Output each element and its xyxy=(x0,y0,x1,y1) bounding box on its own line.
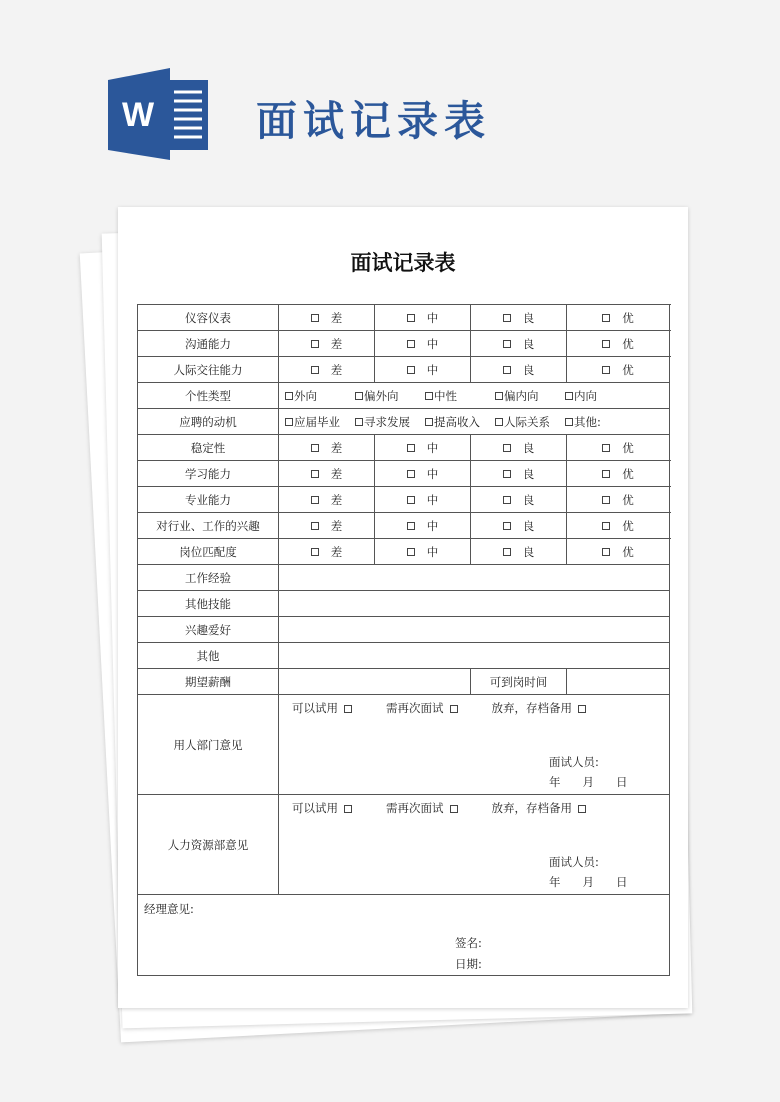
rating-option[interactable]: 优 xyxy=(567,435,670,461)
rating-option[interactable]: 优 xyxy=(567,357,670,383)
checkbox[interactable] xyxy=(311,340,319,348)
checkbox[interactable] xyxy=(311,548,319,556)
checkbox[interactable] xyxy=(503,340,511,348)
text-field[interactable] xyxy=(279,617,670,643)
rating-option[interactable]: 中 xyxy=(375,461,471,487)
manager-row xyxy=(138,895,670,976)
rating-option[interactable]: 良 xyxy=(471,539,567,565)
checkbox[interactable] xyxy=(311,314,319,322)
checkbox[interactable] xyxy=(565,418,573,426)
rating-option[interactable]: 良 xyxy=(471,331,567,357)
checkbox-option[interactable]: 需再次面试 xyxy=(386,800,458,816)
rating-option[interactable]: 差 xyxy=(279,513,375,539)
text-row xyxy=(138,617,670,643)
rating-row xyxy=(138,487,670,513)
rating-row xyxy=(138,539,670,565)
opinion-row xyxy=(138,795,670,895)
rating-row xyxy=(138,357,670,383)
month-label: 月 xyxy=(582,875,594,889)
day-label: 日 xyxy=(616,775,628,789)
checkbox[interactable] xyxy=(355,392,363,400)
rating-option[interactable]: 中 xyxy=(375,435,471,461)
checkbox[interactable] xyxy=(602,496,610,504)
rating-row xyxy=(138,435,670,461)
option-row xyxy=(138,383,670,409)
rating-option[interactable]: 优 xyxy=(567,461,670,487)
brand-title: 面试记录表 xyxy=(256,97,491,145)
row-label: 岗位匹配度 xyxy=(138,539,279,565)
checkbox[interactable] xyxy=(503,314,511,322)
checkbox[interactable] xyxy=(495,392,503,400)
rating-option[interactable]: 优 xyxy=(567,331,670,357)
rating-option[interactable]: 优 xyxy=(567,513,670,539)
rating-option[interactable]: 差 xyxy=(279,435,375,461)
checkbox-option[interactable]: 中性 xyxy=(425,388,495,404)
checkbox-option[interactable]: 内向 xyxy=(565,388,635,404)
rating-row xyxy=(138,513,670,539)
checkbox[interactable] xyxy=(311,522,319,530)
checkbox[interactable] xyxy=(311,444,319,452)
sign-label: 签名: xyxy=(455,936,482,950)
year-label: 年 xyxy=(549,875,561,889)
checkbox[interactable] xyxy=(311,496,319,504)
rating-option[interactable]: 良 xyxy=(471,305,567,331)
row-label: 期望薪酬 xyxy=(138,669,279,695)
checkbox[interactable] xyxy=(503,444,511,452)
rating-option[interactable]: 良 xyxy=(471,357,567,383)
option-row xyxy=(138,409,670,435)
rating-option[interactable]: 差 xyxy=(279,461,375,487)
rating-option[interactable]: 良 xyxy=(471,487,567,513)
row-label: 人力资源部意见 xyxy=(138,795,279,895)
rating-row xyxy=(138,331,670,357)
row-label: 其他技能 xyxy=(138,591,279,617)
available-label: 可到岗时间 xyxy=(471,669,567,695)
checkbox-option[interactable]: 可以试用 xyxy=(292,800,352,816)
rating-option[interactable]: 优 xyxy=(567,539,670,565)
rating-option[interactable]: 差 xyxy=(279,539,375,565)
year-label: 年 xyxy=(549,775,561,789)
checkbox[interactable] xyxy=(602,522,610,530)
checkbox-option[interactable]: 可以试用 xyxy=(292,700,352,716)
manager-label: 经理意见: xyxy=(144,902,194,916)
rating-option[interactable]: 中 xyxy=(375,539,471,565)
checkbox[interactable] xyxy=(503,470,511,478)
interview-form-table xyxy=(137,304,670,976)
rating-row xyxy=(138,305,670,331)
text-row xyxy=(138,643,670,669)
checkbox[interactable] xyxy=(355,418,363,426)
checkbox[interactable] xyxy=(425,392,433,400)
checkbox[interactable] xyxy=(602,314,610,322)
checkbox[interactable] xyxy=(407,340,415,348)
available-field[interactable] xyxy=(567,669,670,695)
checkbox-option[interactable]: 偏内向 xyxy=(495,388,565,404)
row-label: 沟通能力 xyxy=(138,331,279,357)
row-label: 稳定性 xyxy=(138,435,279,461)
row-label: 工作经验 xyxy=(138,565,279,591)
checkbox[interactable] xyxy=(565,392,573,400)
row-label: 其他 xyxy=(138,643,279,669)
checkbox[interactable] xyxy=(407,366,415,374)
checkbox-option[interactable]: 寻求发展 xyxy=(355,414,425,430)
rating-row xyxy=(138,461,670,487)
checkbox-option[interactable]: 其他: xyxy=(565,414,635,430)
checkbox[interactable] xyxy=(503,548,511,556)
day-label: 日 xyxy=(616,875,628,889)
checkbox[interactable] xyxy=(407,314,415,322)
checkbox[interactable] xyxy=(407,496,415,504)
checkbox-option[interactable]: 提高收入 xyxy=(425,414,495,430)
salary-row xyxy=(138,669,670,695)
rating-option[interactable]: 差 xyxy=(279,487,375,513)
text-field[interactable] xyxy=(279,643,670,669)
checkbox[interactable] xyxy=(344,805,352,813)
opinion-row xyxy=(138,695,670,795)
month-label: 月 xyxy=(582,775,594,789)
interviewer-label: 面试人员: xyxy=(549,755,599,769)
checkbox[interactable] xyxy=(285,418,293,426)
rating-option[interactable]: 中 xyxy=(375,513,471,539)
row-label: 用人部门意见 xyxy=(138,695,279,795)
checkbox-option[interactable]: 人际关系 xyxy=(495,414,565,430)
checkbox-option[interactable]: 应届毕业 xyxy=(285,414,355,430)
checkbox[interactable] xyxy=(407,522,415,530)
checkbox[interactable] xyxy=(407,470,415,478)
row-label: 专业能力 xyxy=(138,487,279,513)
checkbox[interactable] xyxy=(503,366,511,374)
checkbox-option[interactable]: 需再次面试 xyxy=(386,700,458,716)
document-page xyxy=(118,207,688,1008)
checkbox[interactable] xyxy=(495,418,503,426)
checkbox[interactable] xyxy=(602,470,610,478)
row-label: 兴趣爱好 xyxy=(138,617,279,643)
row-label: 个性类型 xyxy=(138,383,279,409)
checkbox[interactable] xyxy=(602,366,610,374)
checkbox-option[interactable]: 偏外向 xyxy=(355,388,425,404)
row-label: 仪容仪表 xyxy=(138,305,279,331)
checkbox[interactable] xyxy=(578,805,586,813)
row-label: 学习能力 xyxy=(138,461,279,487)
rating-option[interactable]: 中 xyxy=(375,487,471,513)
checkbox[interactable] xyxy=(450,705,458,713)
rating-option[interactable]: 中 xyxy=(375,357,471,383)
rating-option[interactable]: 差 xyxy=(279,357,375,383)
text-row xyxy=(138,591,670,617)
checkbox[interactable] xyxy=(311,366,319,374)
row-label: 人际交往能力 xyxy=(138,357,279,383)
checkbox-option[interactable]: 外向 xyxy=(285,388,355,404)
checkbox[interactable] xyxy=(602,444,610,452)
checkbox[interactable] xyxy=(407,548,415,556)
date-label: 日期: xyxy=(455,957,482,971)
text-row xyxy=(138,565,670,591)
rating-option[interactable]: 优 xyxy=(567,305,670,331)
rating-option[interactable]: 良 xyxy=(471,461,567,487)
rating-option[interactable]: 优 xyxy=(567,487,670,513)
checkbox[interactable] xyxy=(285,392,293,400)
checkbox[interactable] xyxy=(450,805,458,813)
salary-field[interactable] xyxy=(279,669,471,695)
checkbox[interactable] xyxy=(503,522,511,530)
checkbox[interactable] xyxy=(503,496,511,504)
rating-option[interactable]: 差 xyxy=(279,331,375,357)
rating-option[interactable]: 良 xyxy=(471,435,567,461)
checkbox[interactable] xyxy=(425,418,433,426)
rating-option[interactable]: 差 xyxy=(279,305,375,331)
word-logo-icon xyxy=(108,68,208,160)
text-field[interactable] xyxy=(279,565,670,591)
checkbox[interactable] xyxy=(602,340,610,348)
rating-option[interactable]: 中 xyxy=(375,305,471,331)
text-field[interactable] xyxy=(279,591,670,617)
checkbox[interactable] xyxy=(578,705,586,713)
checkbox-option[interactable]: 放弃，存档备用 xyxy=(492,700,587,716)
row-label: 对行业、工作的兴趣 xyxy=(138,513,279,539)
rating-option[interactable]: 良 xyxy=(471,513,567,539)
svg-text:W: W xyxy=(121,96,155,134)
row-label: 应聘的动机 xyxy=(138,409,279,435)
checkbox[interactable] xyxy=(407,444,415,452)
checkbox[interactable] xyxy=(344,705,352,713)
rating-option[interactable]: 中 xyxy=(375,331,471,357)
checkbox-option[interactable]: 放弃，存档备用 xyxy=(492,800,587,816)
interviewer-label: 面试人员: xyxy=(549,855,599,869)
checkbox[interactable] xyxy=(602,548,610,556)
checkbox[interactable] xyxy=(311,470,319,478)
document-title: 面试记录表 xyxy=(350,251,456,275)
